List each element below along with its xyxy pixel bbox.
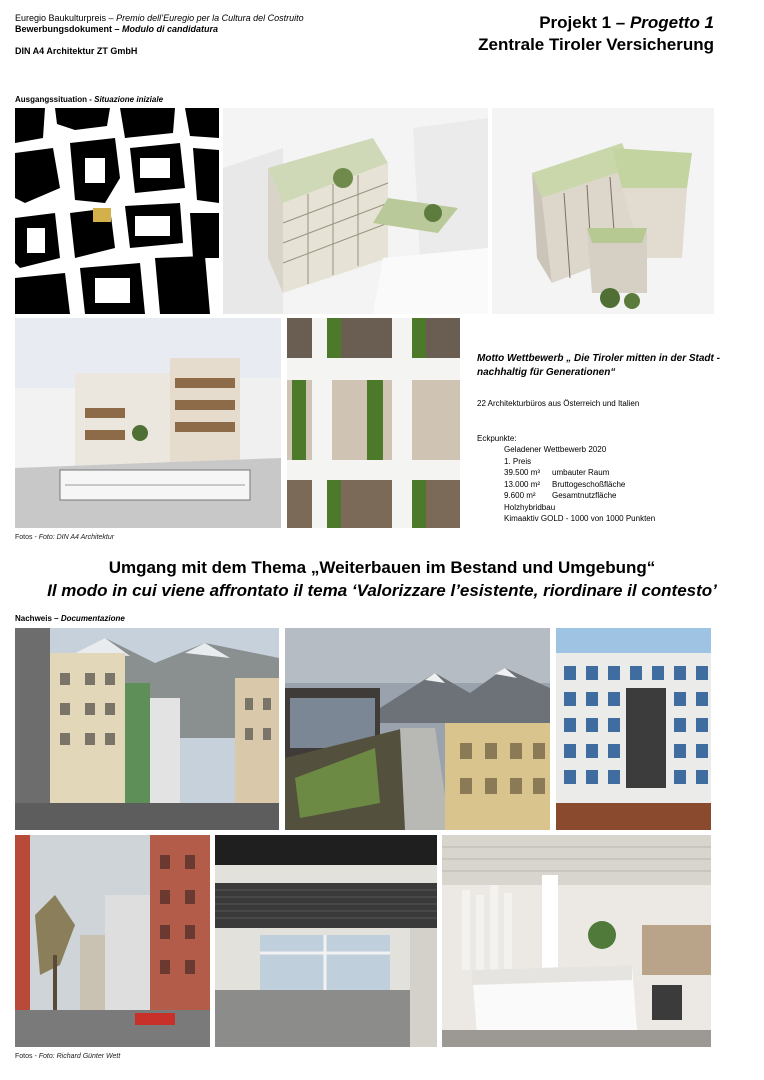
photo-credit-2: Fotos - Foto: Richard Günter Wett: [15, 1053, 121, 1060]
project-number: Projekt 1 – Progetto 1: [539, 13, 714, 32]
key-points-label: Eckpunkte:: [477, 433, 517, 443]
photo-interior-office: [215, 835, 437, 1047]
rendering-facade-detail: [287, 318, 460, 528]
rendering-aerial-2: [492, 108, 714, 314]
header-line-1: Euregio Baukulturpreis – Premio dell’Euregio per la Cultura del Costruito: [15, 13, 304, 23]
rendering-section: [15, 318, 281, 528]
project-name: Zentrale Tiroler Versicherung: [478, 35, 714, 54]
section-label-documentation: Nachweis – Documentazione: [15, 614, 125, 623]
photo-facade-grid: [556, 628, 711, 830]
project-info: [477, 352, 727, 525]
photo-street-view: [15, 835, 210, 1047]
photo-credit-1: Fotos - Foto: DIN A4 Architektur: [15, 534, 115, 541]
rendering-aerial-1: [223, 108, 488, 314]
photo-street-mountains: [15, 628, 279, 830]
header-left: [15, 13, 304, 35]
competition-motto: Motto Wettbewerb „ Die Tiroler mitten in der Stadt - nachhaltig für Generationen“: [477, 353, 720, 378]
photo-reception: [442, 835, 711, 1047]
area-row: 9.600 m² Gesamtnutzfläche: [504, 491, 617, 500]
key-point: Geladener Wettbewerb 2020: [504, 445, 607, 454]
key-point: Kimaaktiv GOLD - 1000 von 1000 Punkten: [504, 514, 656, 523]
offices-note: 22 Architekturbüros aus Österreich und Italien: [477, 399, 640, 408]
theme-title-de: Umgang mit dem Thema „Weiterbauen im Bestand und Umgebung“: [108, 558, 656, 577]
theme-title-it: Il modo in cui viene affrontato il tema ‘Valorizzare l’esistente, riordinare il contesto’: [47, 581, 717, 600]
area-row: 39.500 m³ umbauter Raum: [504, 468, 610, 477]
project-title: [478, 12, 714, 56]
site-plan-image: [15, 108, 219, 314]
section-label-initial: Ausgangssituation - Situazione iniziale: [15, 95, 164, 104]
key-point: Holzhybridbau: [504, 502, 556, 512]
area-row: 13.000 m² Bruttogeschoßfläche: [504, 479, 626, 489]
firm-name: DIN A4 Architektur ZT GmbH: [15, 46, 138, 56]
photo-roof-garden: [285, 628, 550, 830]
key-point: 1. Preis: [504, 456, 532, 466]
header-line-2: Bewerbungsdokument – Modulo di candidatura: [15, 24, 219, 34]
